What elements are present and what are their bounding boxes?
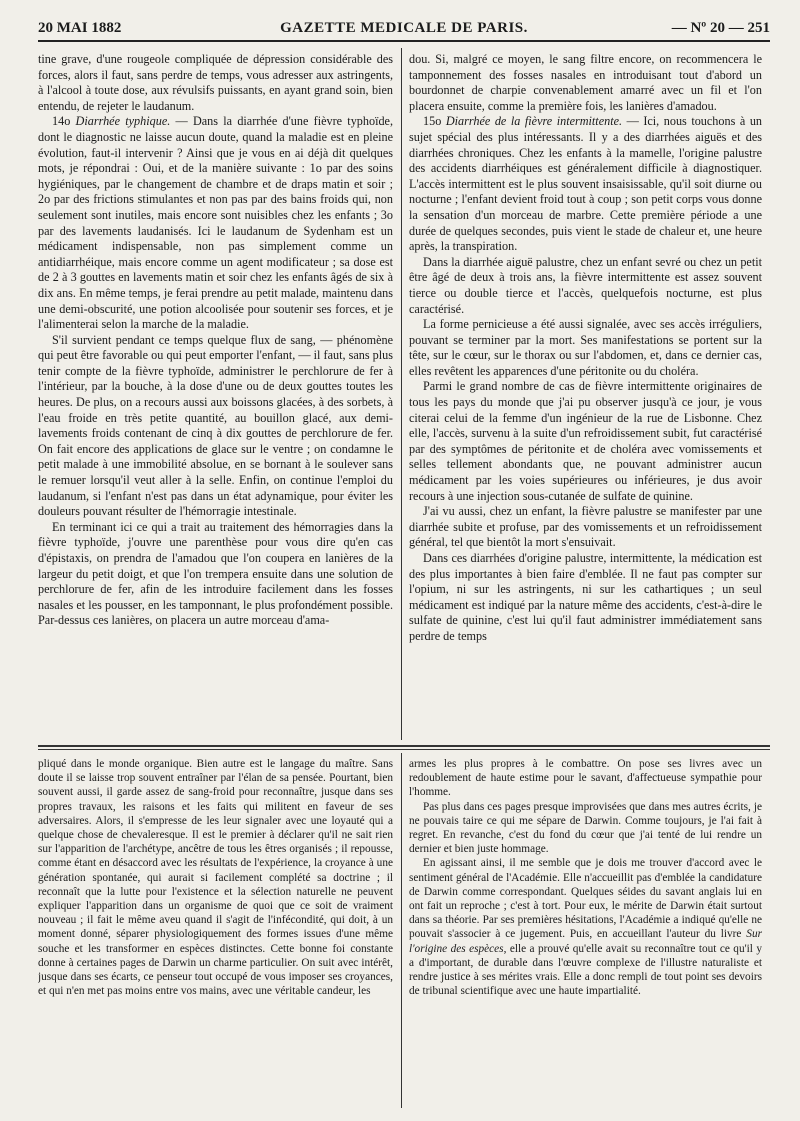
paragraph: Parmi le grand nombre de cas de fièvre intermittente originaires de tous les pays du monde que j'ai pu observer jusqu'à ce jour, je vous citerai celui de la femme d'un ingénieur de la rue de Lisbonne. Chez elle, l'accès, survenu à la suite d'un refroidissement subit, fut caractérisé par des symptômes de péritonite et de choléra avec vomissements et selles tellement abondants que, ne pouvant administrer aucun médicament par les voies supérieures ou inférieures, je dus avoir recours à une injection sous-cutanée de sulfate de quinine. [409, 379, 762, 503]
paragraph: tine grave, d'une rougeole compliquée de dépression considérable des forces, alors il faut, sans perdre de temps, vous adresser aux astringents, à l'alcool à toute dose, aux révulsifs puissants, en ayant grand soin, bien entendu, de rejeter le laudanum. [38, 52, 393, 113]
feuilleton-column-right [409, 757, 762, 1109]
paragraph-text: , elle a prouvé qu'elle avait su reconnaître tout ce qu'il y a d'important, de durable dans l'œuvre complexe de l'illustre naturaliste et rendre justice à ses mérites vrais. Elle a donc rempli de tout point ses devoirs de tribunal scientifique avec une haute impartialité. [409, 942, 762, 998]
section-number: 15o [423, 114, 442, 129]
paragraph: Dans ces diarrhées d'origine palustre, intermittente, la médication est des plus importantes à bien faire d'emblée. Il ne faut pas compter sur l'opium, ni sur les astringents, ni sur les cathartiques ; un seul médicament est indiqué par la nature même des accidents, c'est-à-dire le sulfate de quinine, c'est lui qu'il faut administrer immédiatement sans perdre de temps [409, 551, 762, 643]
paragraph: dou. Si, malgré ce moyen, le sang filtre encore, on recommencera le tamponnement des fosses nasales en introduisant tout d'abord un bourdonnet de charpie convenablement amarré avec un fil et l'on placera ensuite, comme la première fois, les lanières d'amadou. [409, 52, 762, 113]
column-divider-top [401, 48, 402, 740]
header-date: 20 MAI 1882 [38, 20, 122, 36]
header-page-number: — Nº 20 — 251 [671, 20, 770, 36]
paragraph-text: — Ici, nous touchons à un sujet spécial des plus intéressants. Il y a des diarrhées aiguës et des diarrhées chroniques. Chez les enfants à la mamelle, l'origine palustre des accidents diarrhéiques est généralement difficile à diagnostiquer. L'accès intermittent est le plus souvent insaisissable, qu'il soit diurne ou nocturne ; l'enfant devient froid tout à coup ; son petit corps vous donne la sensation d'un morceau de marbre. Cette première période a une durée de quelques secondes, puis vient le stade de chaleur et, une heure après, la transpiration. [409, 114, 762, 254]
paragraph: J'ai vu aussi, chez un enfant, la fièvre palustre se manifester par une diarrhée subite et profuse, par des vomissements et un refroidissement général, tel que bientôt la mort s'ensuivait. [409, 504, 762, 550]
paragraph-typhoid-diarrhea [38, 114, 393, 332]
paragraph-academie [409, 856, 762, 998]
section-divider-thin [38, 749, 770, 750]
column-divider-bottom [401, 753, 402, 1108]
paragraph: Pas plus dans ces pages presque improvisées que dans mes autres écrits, je ne pouvais taire ce qui me sépare de Darwin. Comme toujours, je l'ai fait à regret. En revanche, c'est du fond du cœur que j'ai tenté de lui rendre un dernier et bien juste hommage. [409, 800, 762, 856]
article-column-right [409, 52, 762, 742]
paragraph: armes les plus propres à le combattre. On pose ses livres avec un redoublement de haute estime pour le savant, d'affectueuse sympathie pour l'homme. [409, 758, 762, 799]
paragraph: En terminant ici ce qui a trait au traitement des hémorragies dans la fièvre typhoïde, j'ouvre une parenthèse pour vous dire qu'en cas d'épistaxis, on prendra de l'amadou que l'on coupera en lanières de la largeur du petit doigt, et que l'on trempera ensuite dans une solution de perchlorure de fer, afin de les introduire facilement dans les fosses nasales et les pousser, en les tamponnant, le plus profondément possible. Par-dessus ces lanières, on placera un autre morceau d'ama- [38, 519, 393, 628]
book-title: Sur l'origine des espèces [409, 928, 762, 955]
section-number: 14o [52, 114, 71, 129]
article-column-left [38, 52, 393, 742]
section-divider [38, 745, 770, 747]
section-title: Diarrhée typhique. [75, 114, 171, 129]
paragraph-text: En agissant ainsi, il me semble que je dois me trouver d'accord avec le sentiment général de l'Académie. Elle n'accueillit pas d'emblée la candidature de Darwin comme correspondant. Quelques séides du savant anglais lui en ont fait un reproche ; c'est à tort. Pour eux, le mérite de Darwin était surtout dans sa théorie. Par ses premières hésitations, l'Académie a indiqué qu'elle ne pouvait s'associer à ce jugement. Puis, en accueillant l'auteur du livre [409, 857, 762, 941]
feuilleton-column-left [38, 757, 393, 1109]
paragraph: S'il survient pendant ce temps quelque flux de sang, — phénomène qui peut être favorable ou qui peut emporter l'enfant, — il faut, sans plus tenir compte de la fièvre typhoïde, administrer le perchlorure de fer à l'intérieur, par la bouche, à la dose d'une ou de deux gouttes toutes les heures. De plus, on a recours aussi aux boissons glacées, à des sorbets, à l'eau froide en très petite quantité, au bouillon glacé, aux demi-lavements froids contenant de cinq à dix gouttes de perchlorure de fer. On fait encore des applications de glace sur le ventre ; on condamne le petit malade à une immobilité absolue, en se bornant à le soulever sans le remuer lorsqu'il veut aller à la selle. Enfin, on continue l'emploi du laudanum, si l'enfant n'est pas dans un état adynamique, pour éviter les douleurs pouvant résulter de l'hémorragie intestinale. [38, 332, 393, 519]
page-header [38, 14, 770, 42]
paragraph: pliqué dans le monde organique. Bien autre est le langage du maître. Sans doute il se laisse trop souvent entraîner par l'élan de sa pensée. Pourtant, bien souvent aussi, il garde assez de sang-froid pour reconnaître, jusque dans ses propres travaux, les raisons et les faits qui militent en faveur de ses adversaires. Alors, il s'empresse de les leur signaler avec une loyauté qui a quelque chose de chevaleresque. Il est le premier à déclarer qu'il ne sait rien sur l'apparition de l'archétype, ancêtre de tous les êtres organisés ; il repousse, comme étant en désaccord avec les résultats de l'expérience, la croyance à une génération spontanée, qui aurait si facilement complété sa doctrine ; il reconnaît que la lutte pour l'existence et la sélection naturelle ne peuvent expliquer l'apparition dans un organisme de quoi que ce soit de vraiment nouveau ; il fait le même aveu quand il s'agit de l'infécondité, qui doit, à un moment donné, séparer physiologiquement des formes issues d'une même souche et les transformer en espèces distinctes. Cette bonne foi constante donne à certaines pages de Darwin un charme particulier. On suit avec intérêt, jusque dans ses écarts, ce penseur tout occupé de vous imposer ses croyances, et qui n'en met pas moins entre vos mains, avec une véritable candeur, les [38, 758, 393, 998]
section-title: Diarrhée de la fièvre intermittente. [445, 114, 623, 129]
header-title: GAZETTE MEDICALE DE PARIS. [280, 20, 528, 36]
paragraph-text: — Dans la diarrhée d'une fièvre typhoïde, dont le diagnostic ne laisse aucun doute, quand la maladie est en pleine évolution, faut-il intervenir ? Ainsi que je vous en ai déjà dit quelques mots, je répondrai : Oui, et de la manière suivante : 1o par des soins hygiéniques, par le changement de chambre et de draps matin et soir ; 2o par des frictions stimulantes et non pas par des bains froids qui, non seulement sont inutiles, mais encore sont nuisibles chez les enfants ; 3o par des lavements laudanisés. Ici le laudanum de Sydenham est un médicament indispensable, non pas simplement comme un antidiarrhéique, mais encore comme un agent modificateur ; sa dose est de 2 à 3 gouttes en lavements matin et soir chez les enfants âgés de six à dix ans. En même temps, je ferai prendre au petit malade, maintenu dans une demi-obscurité, une potion alcoolisée pour soutenir ses forces, et je l'alimenterai selon la marche de la maladie. [38, 114, 393, 332]
paragraph: Dans la diarrhée aiguë palustre, chez un enfant sevré ou chez un petit être âgé de deux à trois ans, la fièvre intermittente est assez souvent tierce ou double tierce et l'accès, quelquefois nocturne, est plus caractérisé. [409, 254, 762, 316]
paragraph: La forme pernicieuse a été aussi signalée, avec ses accès irréguliers, pouvant se terminer par la mort. Ses manifestations se portent sur la tête, sur le cœur, sur le thorax ou sur l'abdomen, et, dans ce dernier cas, elles revêtent les apparences d'une péritonite ou du choléra. [409, 317, 762, 378]
paragraph-intermittent-fever [409, 114, 762, 254]
